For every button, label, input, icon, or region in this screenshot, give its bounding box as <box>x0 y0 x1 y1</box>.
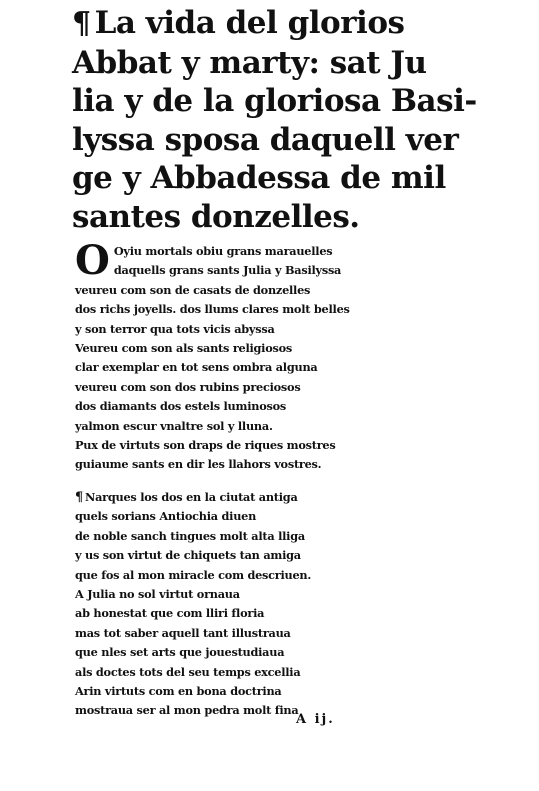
verse-line: mostraua ser al mon pedra molt fina <box>75 703 299 718</box>
title-line: ge y Abbadessa de mil <box>72 160 446 196</box>
verse-line: de noble sanch tingues molt alta lliga <box>75 528 305 543</box>
verse-line: quels sorians Antiochia diuen <box>75 509 257 524</box>
title-line: santes donzelles. <box>72 198 360 235</box>
verse-line: veureu com son de casats de donzelles <box>75 282 311 297</box>
chapter-title <box>72 4 477 236</box>
verse-line: Pux de virtuts son draps de riques mostres <box>75 438 336 453</box>
verse-line: clar exemplar en tot sens ombra alguna <box>75 360 318 375</box>
drop-cap: O <box>75 237 110 284</box>
verse-line: ab honestat que com lliri floria <box>75 606 265 621</box>
verse-line: que nles set arts que jouestudiaua <box>75 645 285 660</box>
verse-line: veureu com son dos rubins preciosos <box>75 379 301 394</box>
verse-line: daquells grans sants Julia y Basilyssa <box>113 263 342 278</box>
stanza-1 <box>75 237 395 475</box>
verse-line: y son terror qua tots vicis abyssa <box>75 321 275 336</box>
verse-line: mas tot saber aquell tant illustraua <box>75 625 291 640</box>
title-line: Abbat y marty: sat Ju <box>72 44 427 81</box>
verse-line: guiaume sants en dir les llahors vostres. <box>75 457 322 472</box>
verse-line <box>75 488 395 507</box>
verse-line-text: Narques los dos en la ciutat antiga <box>85 490 298 504</box>
pilcrow-mark: ¶ <box>75 490 84 505</box>
verse-line: Arin virtuts com en bona doctrina <box>75 684 282 699</box>
verse-line: Veureu com son als sants religiosos <box>75 341 293 356</box>
signature-mark: A ij. <box>296 712 335 727</box>
verse-line: dos richs joyells. dos llums clares molt belles <box>75 302 350 317</box>
title-line: lia y de la gloriosa Basi- <box>72 83 477 119</box>
verse-line: y us son virtut de chiquets tan amiga <box>75 548 301 563</box>
verse-line: A Julia no sol virtut ornaua <box>75 587 240 602</box>
title-line <box>72 4 405 44</box>
title-line-text: La vida del glorios <box>94 5 405 41</box>
verse-line: als doctes tots del seu temps excellia <box>75 664 301 679</box>
verse-line: que fos al mon miracle com descriuen. <box>75 567 312 582</box>
stanza-2 <box>75 488 395 721</box>
verse-line: dos diamants dos estels luminosos <box>75 399 287 414</box>
pilcrow-mark: ¶ <box>72 6 91 41</box>
verse-line: Oyiu mortals obiu grans marauelles <box>113 244 333 258</box>
title-line: lyssa sposa daquell ver <box>72 121 459 158</box>
verse-line: yalmon escur vnaltre sol y lluna. <box>75 418 273 433</box>
